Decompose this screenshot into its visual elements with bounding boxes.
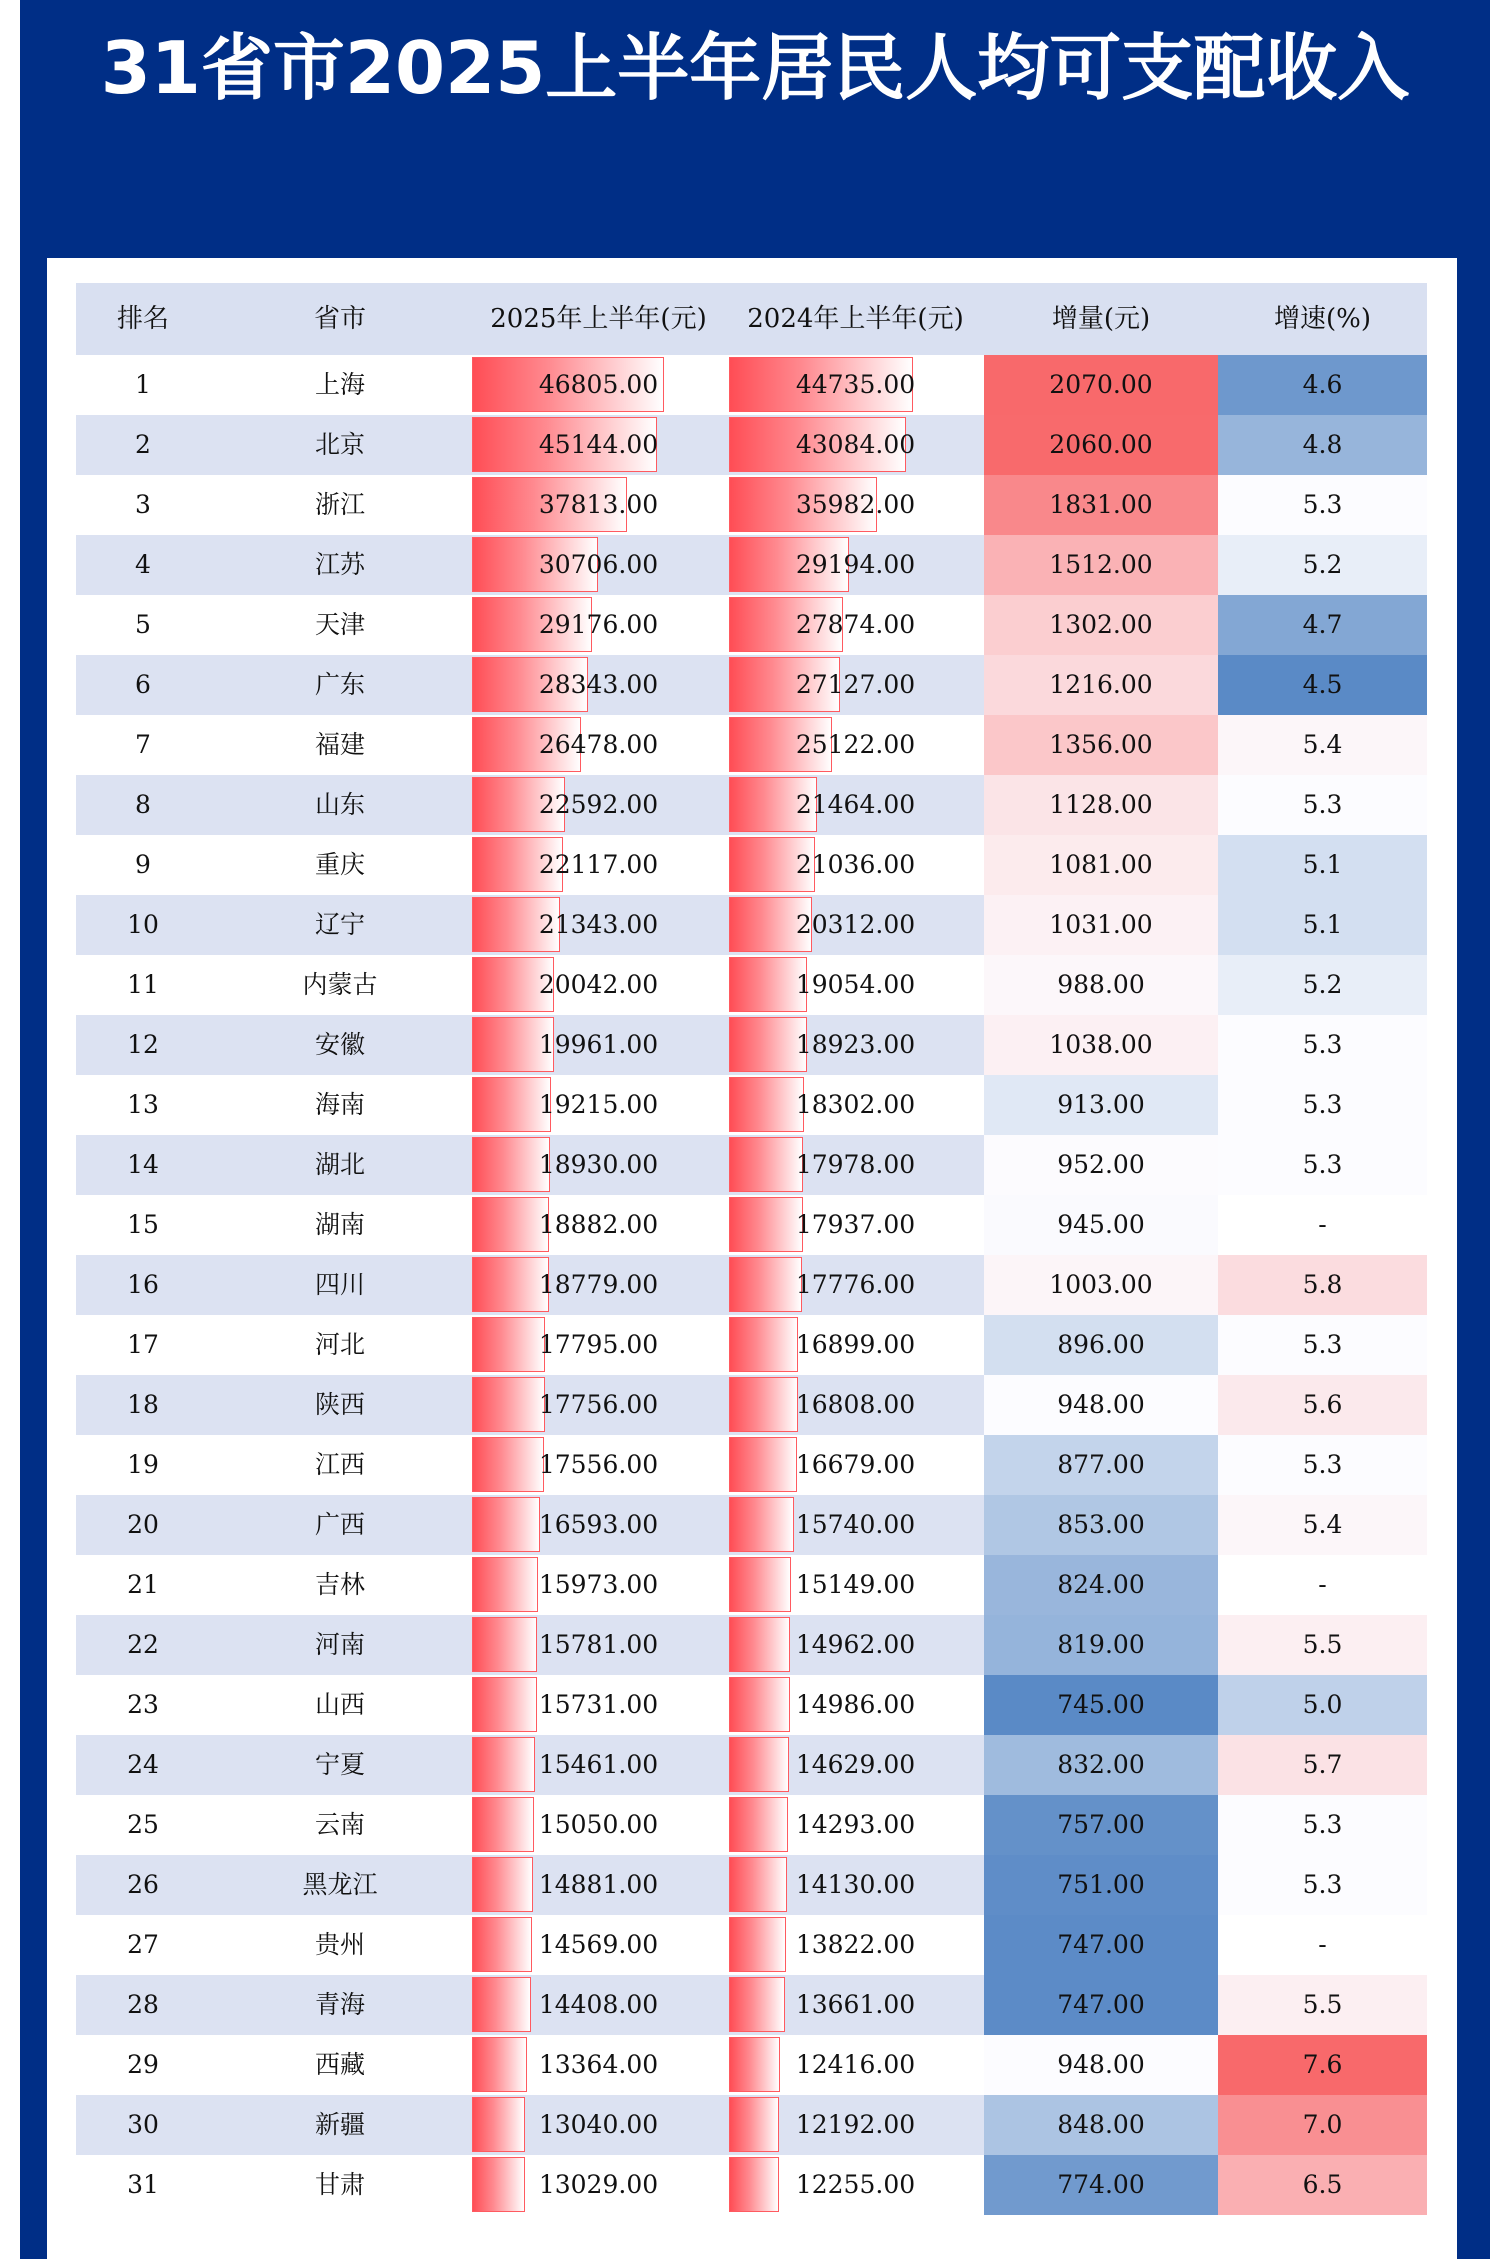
bar-2025-label: 13040.00 <box>538 2110 659 2139</box>
table-row <box>76 1315 1427 1375</box>
rank-cell: 21 <box>127 1570 159 1599</box>
rate-cell: 5.3 <box>1218 1015 1427 1075</box>
bar-2025-label: 21343.00 <box>538 910 659 939</box>
rate-cell: 5.4 <box>1218 715 1427 775</box>
increment-cell: 948.00 <box>984 2035 1218 2095</box>
table-row <box>76 715 1427 775</box>
province-cell: 山西 <box>314 1690 365 1719</box>
bar-2025-label: 26478.00 <box>538 730 659 759</box>
increment-cell: 774.00 <box>984 2155 1218 2215</box>
bar-2024-label: 44735.00 <box>795 370 916 399</box>
rate-cell: 5.3 <box>1218 1315 1427 1375</box>
poster-frame <box>20 0 1490 2259</box>
rate-cell: 5.2 <box>1218 535 1427 595</box>
province-cell: 海南 <box>314 1090 365 1119</box>
table-row <box>76 595 1427 655</box>
bar-2024-label: 13661.00 <box>795 1990 916 2019</box>
province-cell: 云南 <box>314 1810 365 1839</box>
bar-2024-label: 15740.00 <box>795 1510 916 1539</box>
rate-cell: 4.7 <box>1218 595 1427 655</box>
bar-2024-label: 25122.00 <box>795 730 916 759</box>
bar-2025-label: 13364.00 <box>538 2050 659 2079</box>
rank-cell: 12 <box>127 1030 159 1059</box>
bar-2024-label: 16899.00 <box>795 1330 916 1359</box>
rank-cell: 23 <box>127 1690 159 1719</box>
rank-cell: 7 <box>135 730 151 759</box>
rate-cell: 5.5 <box>1218 1615 1427 1675</box>
bar-2024-label: 14962.00 <box>795 1630 916 1659</box>
increment-cell: 945.00 <box>984 1195 1218 1255</box>
increment-cell: 948.00 <box>984 1375 1218 1435</box>
province-cell: 宁夏 <box>314 1750 365 1779</box>
rank-cell: 13 <box>127 1090 159 1119</box>
rank-cell: 10 <box>127 910 159 939</box>
bar-2024-label: 13822.00 <box>795 1930 916 1959</box>
table-row <box>76 1975 1427 2035</box>
increment-cell: 1831.00 <box>984 475 1218 535</box>
bar-2024-label: 27127.00 <box>795 670 916 699</box>
increment-cell: 1031.00 <box>984 895 1218 955</box>
increment-cell: 747.00 <box>984 1975 1218 2035</box>
table-row <box>76 2095 1427 2155</box>
page-title: 31省市2025上半年居民人均可支配收入 <box>100 26 1410 110</box>
table-row <box>76 955 1427 1015</box>
bar-2024-label: 14629.00 <box>795 1750 916 1779</box>
increment-cell: 1512.00 <box>984 535 1218 595</box>
province-cell: 内蒙古 <box>302 970 378 999</box>
table-row <box>76 1435 1427 1495</box>
rate-cell: 5.3 <box>1218 1855 1427 1915</box>
rank-cell: 26 <box>127 1870 159 1899</box>
bar-2025-label: 18779.00 <box>538 1270 659 1299</box>
bar-2025-label: 18882.00 <box>538 1210 659 1239</box>
table-row <box>76 1135 1427 1195</box>
bar-2024-label: 21036.00 <box>795 850 916 879</box>
bar-2024-label: 19054.00 <box>795 970 916 999</box>
increment-cell: 832.00 <box>984 1735 1218 1795</box>
table-panel <box>47 258 1457 2259</box>
bar-2025-label: 14408.00 <box>538 1990 659 2019</box>
province-cell: 辽宁 <box>314 910 365 939</box>
increment-cell: 913.00 <box>984 1075 1218 1135</box>
rank-cell: 4 <box>135 550 151 579</box>
increment-cell: 747.00 <box>984 1915 1218 1975</box>
increment-cell: 745.00 <box>984 1675 1218 1735</box>
bar-2024-label: 12416.00 <box>795 2050 916 2079</box>
province-cell: 陕西 <box>314 1390 365 1419</box>
rank-cell: 24 <box>127 1750 159 1779</box>
rate-cell: 7.0 <box>1218 2095 1427 2155</box>
table-row <box>76 1075 1427 1135</box>
bar-2025-label: 29176.00 <box>538 610 659 639</box>
rate-cell: 5.6 <box>1218 1375 1427 1435</box>
bar-2024-label: 43084.00 <box>795 430 916 459</box>
rank-cell: 30 <box>127 2110 159 2139</box>
table-row <box>76 1555 1427 1615</box>
increment-cell: 751.00 <box>984 1855 1218 1915</box>
increment-cell: 1356.00 <box>984 715 1218 775</box>
province-cell: 山东 <box>314 790 365 819</box>
table-row <box>76 895 1427 955</box>
bar-2025-label: 30706.00 <box>538 550 659 579</box>
bar-2025-label: 20042.00 <box>538 970 659 999</box>
header-2024: 2024年上半年(元) <box>747 304 964 334</box>
header-province: 省市 <box>313 304 366 334</box>
table-row <box>76 1255 1427 1315</box>
bar-2025-label: 19215.00 <box>538 1090 659 1119</box>
bar-2025-label: 14569.00 <box>538 1930 659 1959</box>
province-cell: 湖北 <box>314 1150 365 1179</box>
bar-2025-label: 15461.00 <box>538 1750 659 1779</box>
bar-2025-label: 17556.00 <box>538 1450 659 1479</box>
rate-cell: 5.3 <box>1218 475 1427 535</box>
table-row <box>76 2155 1427 2215</box>
bar-2024-label: 17978.00 <box>795 1150 916 1179</box>
province-cell: 江西 <box>314 1450 365 1479</box>
rank-cell: 22 <box>127 1630 159 1659</box>
rank-cell: 14 <box>127 1150 159 1179</box>
increment-cell: 824.00 <box>984 1555 1218 1615</box>
bar-2024-label: 27874.00 <box>795 610 916 639</box>
bar-2024-label: 18923.00 <box>795 1030 916 1059</box>
bar-2025-label: 14881.00 <box>538 1870 659 1899</box>
bar-2025-label: 22592.00 <box>538 790 659 819</box>
province-cell: 广西 <box>314 1510 365 1539</box>
rate-cell: 4.6 <box>1218 355 1427 415</box>
province-cell: 河南 <box>314 1630 365 1659</box>
bar-2024-label: 12255.00 <box>795 2170 916 2199</box>
rate-cell: 5.7 <box>1218 1735 1427 1795</box>
bar-2024-label: 17776.00 <box>795 1270 916 1299</box>
rate-cell: 5.2 <box>1218 955 1427 1015</box>
table-row <box>76 835 1427 895</box>
increment-cell: 877.00 <box>984 1435 1218 1495</box>
province-cell: 黑龙江 <box>302 1870 378 1899</box>
province-cell: 江苏 <box>314 550 365 579</box>
rate-cell: 6.5 <box>1218 2155 1427 2215</box>
table-row <box>76 475 1427 535</box>
table-row <box>76 655 1427 715</box>
increment-cell: 952.00 <box>984 1135 1218 1195</box>
table-row <box>76 1735 1427 1795</box>
rank-cell: 27 <box>127 1930 159 1959</box>
bar-2025-label: 46805.00 <box>538 370 659 399</box>
rate-cell: - <box>1218 1915 1427 1975</box>
increment-cell: 819.00 <box>984 1615 1218 1675</box>
bar-2025-label: 16593.00 <box>538 1510 659 1539</box>
province-cell: 上海 <box>314 370 365 399</box>
table-row <box>76 535 1427 595</box>
bar-2025-label: 28343.00 <box>538 670 659 699</box>
bar-2024-label: 14130.00 <box>795 1870 916 1899</box>
rate-cell: 5.1 <box>1218 835 1427 895</box>
table-row <box>76 2035 1427 2095</box>
table-row <box>76 1615 1427 1675</box>
header-increment: 增量(元) <box>1051 304 1151 334</box>
province-cell: 西藏 <box>314 2050 365 2079</box>
increment-cell: 848.00 <box>984 2095 1218 2155</box>
province-cell: 湖南 <box>314 1210 365 1239</box>
rank-cell: 3 <box>135 490 151 519</box>
increment-cell: 2070.00 <box>984 355 1218 415</box>
province-cell: 浙江 <box>314 490 365 519</box>
bar-2024-label: 16808.00 <box>795 1390 916 1419</box>
rate-cell: 5.0 <box>1218 1675 1427 1735</box>
rank-cell: 29 <box>127 2050 159 2079</box>
rate-cell: - <box>1218 1195 1427 1255</box>
rate-cell: 5.3 <box>1218 1435 1427 1495</box>
province-cell: 四川 <box>314 1270 365 1299</box>
rank-cell: 9 <box>135 850 151 879</box>
rate-cell: 5.3 <box>1218 1135 1427 1195</box>
rate-cell: 5.3 <box>1218 1075 1427 1135</box>
bar-2025-label: 45144.00 <box>538 430 659 459</box>
table-row <box>76 1795 1427 1855</box>
rate-cell: - <box>1218 1555 1427 1615</box>
rate-cell: 5.3 <box>1218 775 1427 835</box>
table-row <box>76 1675 1427 1735</box>
bar-2025-label: 13029.00 <box>538 2170 659 2199</box>
table-row <box>76 1495 1427 1555</box>
province-cell: 安徽 <box>314 1030 365 1059</box>
table-row <box>76 355 1427 415</box>
bar-2025-label: 37813.00 <box>538 490 659 519</box>
bar-2025-label: 15050.00 <box>538 1810 659 1839</box>
rank-cell: 6 <box>135 670 151 699</box>
header-rate: 增速(%) <box>1274 304 1371 334</box>
table-row <box>76 1015 1427 1075</box>
bar-2025-label: 19961.00 <box>538 1030 659 1059</box>
header-rank: 排名 <box>116 304 169 334</box>
increment-cell: 2060.00 <box>984 415 1218 475</box>
province-cell: 甘肃 <box>314 2170 365 2199</box>
bar-2025-label: 17756.00 <box>538 1390 659 1419</box>
rank-cell: 20 <box>127 1510 159 1539</box>
bar-2025-label: 17795.00 <box>538 1330 659 1359</box>
rate-cell: 5.1 <box>1218 895 1427 955</box>
province-cell: 北京 <box>314 430 365 459</box>
rank-cell: 28 <box>127 1990 159 2019</box>
rank-cell: 18 <box>127 1390 159 1419</box>
increment-cell: 1302.00 <box>984 595 1218 655</box>
rank-cell: 17 <box>127 1330 159 1359</box>
bar-2025-label: 22117.00 <box>538 850 659 879</box>
bar-2025-label: 18930.00 <box>538 1150 659 1179</box>
rank-cell: 8 <box>135 790 151 819</box>
province-cell: 吉林 <box>314 1570 365 1599</box>
increment-cell: 1216.00 <box>984 655 1218 715</box>
province-cell: 河北 <box>314 1330 365 1359</box>
table-row <box>76 1195 1427 1255</box>
increment-cell: 757.00 <box>984 1795 1218 1855</box>
rate-cell: 5.3 <box>1218 1795 1427 1855</box>
bar-2024-label: 12192.00 <box>795 2110 916 2139</box>
rate-cell: 7.6 <box>1218 2035 1427 2095</box>
province-cell: 天津 <box>314 610 365 639</box>
bar-2024-label: 14986.00 <box>795 1690 916 1719</box>
increment-cell: 1038.00 <box>984 1015 1218 1075</box>
province-cell: 广东 <box>314 670 365 699</box>
bar-2025-label: 15731.00 <box>538 1690 659 1719</box>
bar-2025-label: 15781.00 <box>538 1630 659 1659</box>
province-cell: 福建 <box>314 730 365 759</box>
bar-2024-label: 16679.00 <box>795 1450 916 1479</box>
rank-cell: 25 <box>127 1810 159 1839</box>
rank-cell: 1 <box>135 370 151 399</box>
header-2025: 2025年上半年(元) <box>490 304 707 334</box>
rate-cell: 5.4 <box>1218 1495 1427 1555</box>
rank-cell: 15 <box>127 1210 159 1239</box>
table-row <box>76 1855 1427 1915</box>
rank-cell: 11 <box>127 970 159 999</box>
rate-cell: 5.8 <box>1218 1255 1427 1315</box>
increment-cell: 1081.00 <box>984 835 1218 895</box>
bar-2024-label: 15149.00 <box>795 1570 916 1599</box>
bar-2024-label: 21464.00 <box>795 790 916 819</box>
province-cell: 新疆 <box>314 2110 365 2139</box>
rate-cell: 4.8 <box>1218 415 1427 475</box>
table-row <box>76 775 1427 835</box>
province-cell: 重庆 <box>314 850 365 879</box>
bar-2024-label: 14293.00 <box>795 1810 916 1839</box>
rank-cell: 31 <box>127 2170 159 2199</box>
rate-cell: 5.5 <box>1218 1975 1427 2035</box>
rank-cell: 19 <box>127 1450 159 1479</box>
table-row <box>76 415 1427 475</box>
increment-cell: 896.00 <box>984 1315 1218 1375</box>
province-cell: 贵州 <box>314 1930 365 1959</box>
rank-cell: 5 <box>135 610 151 639</box>
table-row <box>76 1915 1427 1975</box>
increment-cell: 988.00 <box>984 955 1218 1015</box>
increment-cell: 853.00 <box>984 1495 1218 1555</box>
bar-2024-label: 18302.00 <box>795 1090 916 1119</box>
bar-2024-label: 17937.00 <box>795 1210 916 1239</box>
province-cell: 青海 <box>314 1990 365 2019</box>
rank-cell: 2 <box>135 430 151 459</box>
bar-2024-label: 20312.00 <box>795 910 916 939</box>
bar-2024-label: 35982.00 <box>795 490 916 519</box>
increment-cell: 1003.00 <box>984 1255 1218 1315</box>
rank-cell: 16 <box>127 1270 159 1299</box>
increment-cell: 1128.00 <box>984 775 1218 835</box>
rate-cell: 4.5 <box>1218 655 1427 715</box>
bar-2025-label: 15973.00 <box>538 1570 659 1599</box>
table-row <box>76 1375 1427 1435</box>
table-header <box>76 283 1427 355</box>
bar-2024-label: 29194.00 <box>795 550 916 579</box>
